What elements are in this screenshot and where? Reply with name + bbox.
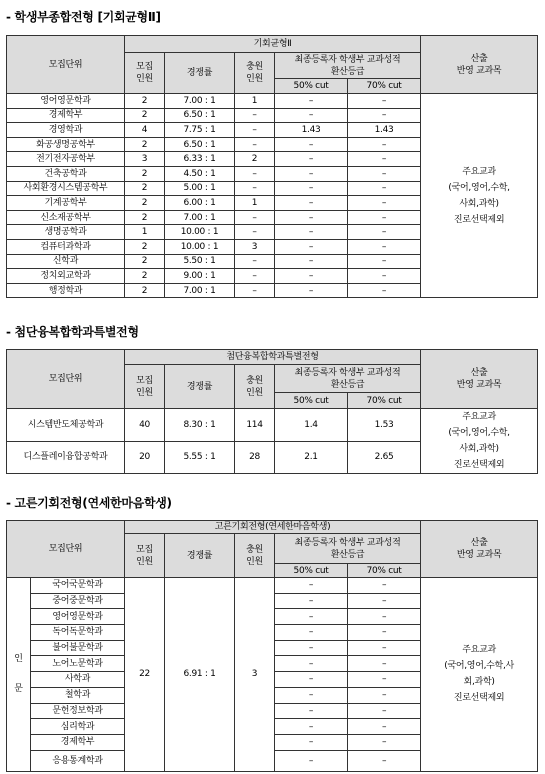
admission-table-3 xyxy=(6,520,538,772)
cell-unit: 디스플레이융합공학과 xyxy=(7,441,125,474)
cell-quota: 22 xyxy=(125,578,165,772)
cell-cut50: 1.4 xyxy=(275,409,348,442)
cell-unit: 독어독문학과 xyxy=(31,625,125,641)
cell-quota: 2 xyxy=(125,239,165,254)
header-ratio: 경쟁률 xyxy=(165,534,235,578)
cell-cut70: – xyxy=(348,269,421,284)
cell-cut70: – xyxy=(348,166,421,181)
header-ratio: 경쟁률 xyxy=(165,53,235,94)
cell-unit: 화공생명공학부 xyxy=(7,137,125,152)
cell-unit: 컴퓨터과학과 xyxy=(7,239,125,254)
cell-cut50: – xyxy=(275,593,348,609)
cell-extra: 3 xyxy=(235,578,275,772)
cell-quota: 20 xyxy=(125,441,165,474)
header-grade: 최종등록자 학생부 교과성적 환산등급 xyxy=(275,365,421,393)
cell-extra: 28 xyxy=(235,441,275,474)
cell-cut50: – xyxy=(275,640,348,656)
cell-cut70: – xyxy=(348,578,421,594)
cell-extra: – xyxy=(235,137,275,152)
cell-extra: 3 xyxy=(235,239,275,254)
cell-quota: 2 xyxy=(125,137,165,152)
cell-cut70: – xyxy=(348,672,421,688)
cell-ratio: 9.00 : 1 xyxy=(165,269,235,284)
cell-unit: 정치외교학과 xyxy=(7,269,125,284)
header-unit: 모집단위 xyxy=(7,36,125,94)
cell-quota: 4 xyxy=(125,123,165,138)
cell-cut70: – xyxy=(348,609,421,625)
cell-cut70: – xyxy=(348,283,421,298)
cell-cut50: – xyxy=(275,750,348,771)
cell-cut70: – xyxy=(348,210,421,225)
cell-quota: 2 xyxy=(125,254,165,269)
cell-ratio: 7.00 : 1 xyxy=(165,94,235,109)
cell-extra: 114 xyxy=(235,409,275,442)
cell-cut70: – xyxy=(348,703,421,719)
cell-subject-note-line: 진로선택제외 xyxy=(453,693,505,704)
cell-cut70: – xyxy=(348,750,421,771)
cell-unit: 신학과 xyxy=(7,254,125,269)
cell-ratio: 5.00 : 1 xyxy=(165,181,235,196)
cell-unit: 중어중문학과 xyxy=(31,593,125,609)
header-subject: 산출 반영 교과목 xyxy=(421,350,538,409)
cell-cut70: – xyxy=(348,196,421,211)
header-ratio: 경쟁률 xyxy=(165,365,235,409)
cell-subject-note-line: (국어,영어,수학,사 xyxy=(444,661,514,672)
admission-table-1 xyxy=(6,35,538,298)
cell-cut50: – xyxy=(275,152,348,167)
cell-unit: 심리학과 xyxy=(31,719,125,735)
cell-unit: 국어국문학과 xyxy=(31,578,125,594)
cell-extra: 1 xyxy=(235,94,275,109)
header-cut50: 50% cut xyxy=(275,79,348,94)
cell-cut50: – xyxy=(275,672,348,688)
cell-extra: 2 xyxy=(235,152,275,167)
header-cut70: 70% cut xyxy=(348,564,421,578)
cell-unit: 경제학부 xyxy=(7,108,125,123)
group-header: 고른기회전형(연세한마음학생) xyxy=(125,521,421,534)
group-header: 첨단융복합학과특별전형 xyxy=(125,350,421,365)
header-quota: 모집 인원 xyxy=(125,534,165,578)
header-subject: 산출 반영 교과목 xyxy=(421,36,538,94)
cell-unit: 행정학과 xyxy=(7,283,125,298)
cell-subject-note-line: 진로선택제외 xyxy=(453,214,505,225)
cell-unit: 시스템반도체공학과 xyxy=(7,409,125,442)
cell-group-label xyxy=(7,578,31,772)
cell-unit: 경영학과 xyxy=(7,123,125,138)
cell-cut70: – xyxy=(348,640,421,656)
cell-cut70: – xyxy=(348,734,421,750)
cell-extra: – xyxy=(235,283,275,298)
cell-cut70: – xyxy=(348,94,421,109)
cell-ratio: 10.00 : 1 xyxy=(165,225,235,240)
cell-cut70: – xyxy=(348,239,421,254)
cell-cut70: – xyxy=(348,181,421,196)
cell-subject-note-line: (국어,영어,수학, xyxy=(448,428,510,438)
cell-quota: 2 xyxy=(125,108,165,123)
cell-cut50: – xyxy=(275,656,348,672)
cell-unit: 생명공학과 xyxy=(7,225,125,240)
cell-subject-note xyxy=(421,94,538,298)
group-header: 기회균형Ⅱ xyxy=(125,36,421,53)
cell-cut50: – xyxy=(275,137,348,152)
cell-quota: 3 xyxy=(125,152,165,167)
cell-quota: 2 xyxy=(125,181,165,196)
cell-cut50: – xyxy=(275,283,348,298)
cell-cut70: – xyxy=(348,137,421,152)
header-cut50: 50% cut xyxy=(275,393,348,409)
cell-cut50: – xyxy=(275,609,348,625)
cell-extra: – xyxy=(235,210,275,225)
cell-quota: 2 xyxy=(125,94,165,109)
header-cut50: 50% cut xyxy=(275,564,348,578)
header-extra: 충원 인원 xyxy=(235,534,275,578)
cell-cut70: 2.65 xyxy=(348,441,421,474)
cell-cut50: – xyxy=(275,254,348,269)
cell-quota: 2 xyxy=(125,196,165,211)
cell-unit: 응용통계학과 xyxy=(31,750,125,771)
cell-extra: – xyxy=(235,166,275,181)
cell-subject-note xyxy=(421,578,538,772)
cell-cut70: 1.43 xyxy=(348,123,421,138)
cell-unit: 전기전자공학부 xyxy=(7,152,125,167)
header-quota: 모집 인원 xyxy=(125,53,165,94)
cell-unit: 사회환경시스템공학부 xyxy=(7,181,125,196)
cell-extra: – xyxy=(235,225,275,240)
cell-ratio: 8.30 : 1 xyxy=(165,409,235,442)
cell-cut70: – xyxy=(348,254,421,269)
cell-cut70: 1.53 xyxy=(348,409,421,442)
cell-unit: 철학과 xyxy=(31,687,125,703)
header-cut70: 70% cut xyxy=(348,393,421,409)
cell-cut50: – xyxy=(275,210,348,225)
cell-cut50: – xyxy=(275,687,348,703)
cell-extra: – xyxy=(235,254,275,269)
cell-cut50: – xyxy=(275,703,348,719)
section-title-1: - 학생부종합전형 [기회균형Ⅱ] xyxy=(6,10,161,24)
section-title-3: - 고른기회전형(연세한마음학생) xyxy=(6,496,172,510)
cell-subject-note-line: 주요교과 xyxy=(462,166,496,177)
cell-unit: 영어영문학과 xyxy=(31,609,125,625)
cell-cut50: – xyxy=(275,225,348,240)
cell-ratio: 7.00 : 1 xyxy=(165,210,235,225)
cell-quota: 40 xyxy=(125,409,165,442)
cell-extra: – xyxy=(235,269,275,284)
cell-cut70: – xyxy=(348,625,421,641)
cell-unit: 건축공학과 xyxy=(7,166,125,181)
cell-unit: 노어노문학과 xyxy=(31,656,125,672)
cell-subject-note-line: 주요교과 xyxy=(462,645,496,656)
cell-subject-note-line: 사회,과학) xyxy=(459,198,499,209)
header-quota: 모집 인원 xyxy=(125,365,165,409)
cell-cut50: – xyxy=(275,578,348,594)
cell-cut50: – xyxy=(275,734,348,750)
cell-quota: 2 xyxy=(125,210,165,225)
cell-unit: 문헌정보학과 xyxy=(31,703,125,719)
cell-ratio: 6.91 : 1 xyxy=(165,578,235,772)
cell-quota: 2 xyxy=(125,269,165,284)
cell-extra: 1 xyxy=(235,196,275,211)
cell-cut50: – xyxy=(275,625,348,641)
cell-cut70: – xyxy=(348,593,421,609)
header-extra: 충원 인원 xyxy=(235,53,275,94)
cell-quota: 2 xyxy=(125,283,165,298)
header-cut70: 70% cut xyxy=(348,79,421,94)
cell-group-label-line: 인 xyxy=(14,654,23,665)
cell-cut50: – xyxy=(275,239,348,254)
cell-quota: 1 xyxy=(125,225,165,240)
cell-ratio: 10.00 : 1 xyxy=(165,239,235,254)
cell-cut70: – xyxy=(348,687,421,703)
cell-ratio: 6.00 : 1 xyxy=(165,196,235,211)
admission-table-2 xyxy=(6,349,538,474)
cell-cut50: – xyxy=(275,166,348,181)
cell-unit: 사학과 xyxy=(31,672,125,688)
header-subject: 산출 반영 교과목 xyxy=(421,521,538,578)
header-unit: 모집단위 xyxy=(7,521,125,578)
header-grade: 최종등록자 학생부 교과성적 환산등급 xyxy=(275,534,421,564)
cell-ratio: 6.50 : 1 xyxy=(165,137,235,152)
cell-cut70: – xyxy=(348,152,421,167)
table-row xyxy=(7,578,538,594)
cell-cut70: – xyxy=(348,225,421,240)
header-unit: 모집단위 xyxy=(7,350,125,409)
cell-cut50: – xyxy=(275,181,348,196)
cell-ratio: 6.50 : 1 xyxy=(165,108,235,123)
cell-ratio: 4.50 : 1 xyxy=(165,166,235,181)
header-extra: 충원 인원 xyxy=(235,365,275,409)
cell-cut50: – xyxy=(275,94,348,109)
cell-subject-note-line: 진로선택제외 xyxy=(453,460,505,470)
cell-unit: 영어영문학과 xyxy=(7,94,125,109)
cell-unit: 경제학부 xyxy=(31,734,125,750)
cell-subject-note-line: 사회,과학) xyxy=(459,444,499,454)
cell-unit: 신소재공학부 xyxy=(7,210,125,225)
cell-unit: 불어불문학과 xyxy=(31,640,125,656)
cell-group-label-line: 문 xyxy=(14,684,23,695)
header-grade: 최종등록자 학생부 교과성적 환산등급 xyxy=(275,53,421,79)
cell-cut50: – xyxy=(275,269,348,284)
cell-cut70: – xyxy=(348,108,421,123)
cell-subject-note xyxy=(421,409,538,474)
cell-quota: 2 xyxy=(125,166,165,181)
cell-cut50: – xyxy=(275,108,348,123)
cell-unit: 기계공학부 xyxy=(7,196,125,211)
cell-ratio: 5.50 : 1 xyxy=(165,254,235,269)
cell-cut50: – xyxy=(275,719,348,735)
cell-extra: – xyxy=(235,181,275,196)
table-row xyxy=(7,409,538,442)
cell-subject-note-line: 회,과학) xyxy=(463,677,495,688)
cell-cut50: – xyxy=(275,196,348,211)
cell-ratio: 7.00 : 1 xyxy=(165,283,235,298)
cell-subject-note-line: (국어,영어,수학, xyxy=(448,182,510,193)
cell-extra: – xyxy=(235,108,275,123)
cell-cut70: – xyxy=(348,656,421,672)
cell-extra: – xyxy=(235,123,275,138)
cell-cut50: 1.43 xyxy=(275,123,348,138)
cell-ratio: 5.55 : 1 xyxy=(165,441,235,474)
cell-cut70: – xyxy=(348,719,421,735)
cell-ratio: 6.33 : 1 xyxy=(165,152,235,167)
cell-ratio: 7.75 : 1 xyxy=(165,123,235,138)
cell-subject-note-line: 주요교과 xyxy=(462,412,496,422)
cell-cut50: 2.1 xyxy=(275,441,348,474)
table-row xyxy=(7,94,538,109)
section-title-2: - 첨단융복합학과특별전형 xyxy=(6,325,139,339)
